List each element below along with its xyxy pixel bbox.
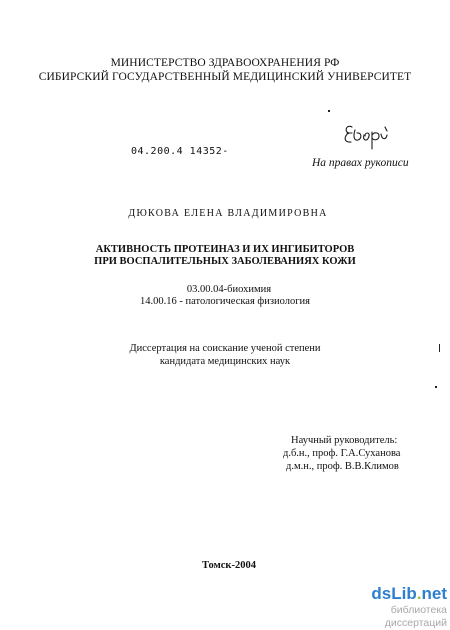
advisor-1: д.б.н., проф. Г.А.Суханова [283,448,401,459]
registration-dash: - [222,146,229,157]
scan-speck [435,386,437,388]
university-name: СИБИРСКИЙ ГОСУДАРСТВЕННЫЙ МЕДИЦИНСКИЙ УНИВЕРСИТЕТ [38,71,412,83]
scientific-advisors [283,434,401,473]
manuscript-rights: На правах рукописи [312,157,409,169]
watermark-logo[interactable] [329,584,447,604]
place-and-year: Томск-2004 [202,560,256,571]
ministry-name: МИНИСТЕРСТВО ЗДРАВООХРАНЕНИЯ РФ [110,57,340,69]
scan-speck [328,110,330,112]
dslib-watermark[interactable] [329,584,447,630]
specialty-2: 14.00.16 - патологическая физиология [140,296,310,307]
logo-main: dsLib [371,584,417,603]
dissertation-title [0,244,450,268]
specialty-codes [0,284,450,308]
registration-number-text: 04.200.4 14352 [131,146,223,157]
author-name: ДЮКОВА ЕЛЕНА ВЛАДИМИРОВНА [128,208,328,219]
degree-line-1: Диссертация на соискание ученой степени [129,343,321,354]
handwritten-signature [338,118,396,152]
advisor-2: д.м.н., проф. В.В.Климов [286,461,399,472]
specialty-1: 03.00.04-биохимия [186,284,272,295]
registration-number [131,146,229,157]
title-line-1: АКТИВНОСТЬ ПРОТЕИНАЗ И ИХ ИНГИБИТОРОВ [95,244,355,255]
degree-statement [0,342,450,368]
degree-line-2: кандидата медицинских наук [159,356,291,367]
logo-dot: . [416,584,422,603]
title-line-2: ПРИ ВОСПАЛИТЕЛЬНЫХ ЗАБОЛЕВАНИЯХ КОЖИ [94,256,356,267]
advisors-heading: Научный руководитель: [291,435,398,446]
header-block [0,56,450,84]
scan-speck [439,344,440,352]
logo-tld: net [421,584,447,603]
watermark-subtitle: библиотека диссертаций [384,604,447,629]
